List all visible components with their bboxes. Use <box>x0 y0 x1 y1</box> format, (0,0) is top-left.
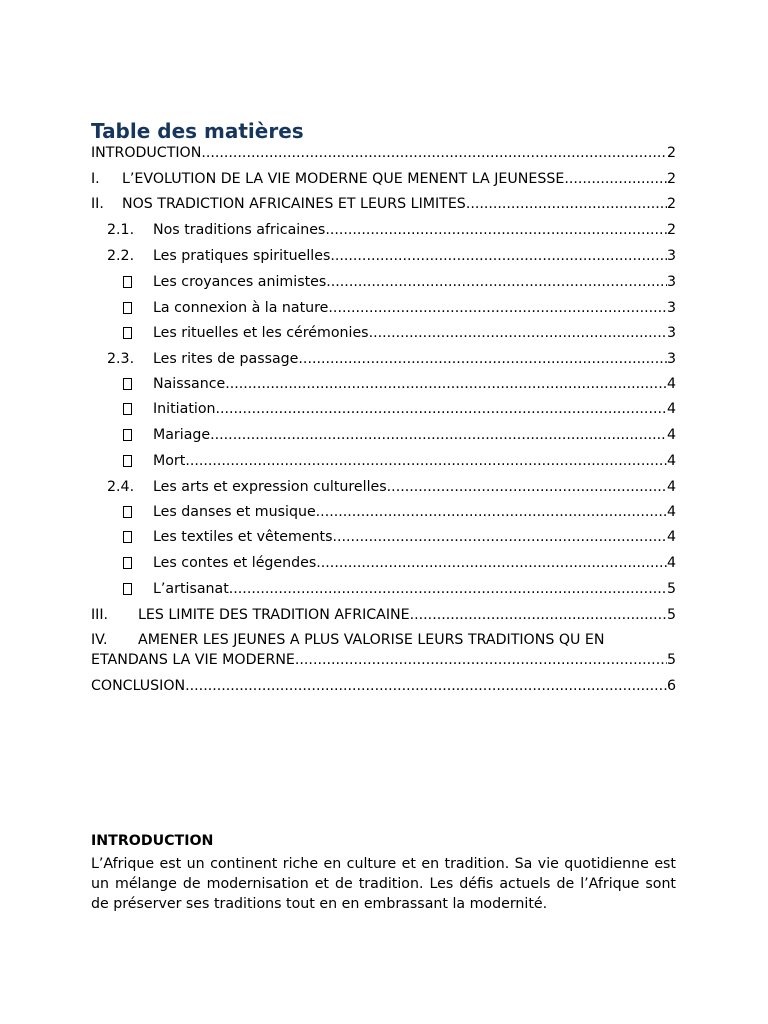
bullet-square-icon <box>123 506 132 518</box>
bullet-square-icon <box>123 583 132 595</box>
toc-entry-text: La connexion à la nature <box>153 300 329 316</box>
toc-page-number: 4 <box>666 529 676 545</box>
bullet-square-icon <box>123 378 132 390</box>
toc-leader-dots <box>298 349 667 369</box>
toc-page-number: 4 <box>666 453 676 469</box>
toc-leader-dots <box>387 477 667 497</box>
toc-entry-mort[interactable] <box>91 451 676 471</box>
toc-page-number: 3 <box>666 300 676 316</box>
toc-entry-conclusion[interactable] <box>91 676 676 696</box>
bullet-square-icon <box>123 531 132 543</box>
toc-entry-text: Les pratiques spirituelles <box>153 248 331 264</box>
toc-page-number: 4 <box>666 376 676 392</box>
bullet-square-icon <box>123 276 132 288</box>
toc-page-number: 3 <box>666 325 676 341</box>
toc-page-number: 4 <box>666 479 676 495</box>
toc-entry-text: L’EVOLUTION DE LA VIE MODERNE QUE MENENT LA JEUNESSE <box>122 171 565 187</box>
toc-page-number: 4 <box>666 427 676 443</box>
toc-leader-dots <box>229 579 667 599</box>
toc-page-number: 4 <box>666 401 676 417</box>
toc-entry-danses-musique[interactable] <box>91 502 676 522</box>
toc-entry-connexion-nature[interactable] <box>91 298 676 318</box>
toc-page-number: 2 <box>666 222 676 238</box>
toc-entry-introduction[interactable] <box>91 143 676 163</box>
toc-leader-dots <box>325 220 667 240</box>
toc-page-number: 2 <box>666 145 676 161</box>
toc-entry-naissance[interactable] <box>91 374 676 394</box>
toc-leader-dots <box>369 323 667 343</box>
toc-page-number: 2 <box>666 171 676 187</box>
toc-entry-number: 2.3. <box>107 351 135 367</box>
toc-entry-text: L’artisanat <box>153 581 229 597</box>
toc-entry-2-2[interactable] <box>91 246 676 266</box>
toc-entry-text: Les contes et légendes <box>153 555 317 571</box>
toc-page-number: 2 <box>666 196 676 212</box>
bullet-square-icon <box>123 403 132 415</box>
toc-entry-2-1[interactable] <box>91 220 676 240</box>
toc-entry-text: Naissance <box>153 376 226 392</box>
toc-leader-dots <box>185 451 667 471</box>
introduction-paragraph: L’Afrique est un continent riche en culture et en tradition. Sa vie quotidienne est un mélange de modernisation et de tradition. Les défis actuels de l’Afrique sont de préserver ses traditions tout en en embrassant la modernité. <box>91 856 676 912</box>
toc-entry-artisanat[interactable] <box>91 579 676 599</box>
toc-entry-text: Mort <box>153 453 186 469</box>
toc-leader-dots <box>326 272 667 292</box>
bullet-square-icon <box>123 327 132 339</box>
toc-leader-dots <box>295 650 667 670</box>
toc-entry-initiation[interactable] <box>91 399 676 419</box>
toc-entry-number: 2.4. <box>107 479 135 495</box>
toc-leader-dots <box>564 169 667 189</box>
toc-leader-dots <box>410 605 667 625</box>
toc-leader-dots <box>316 502 667 522</box>
toc-entry-text: Les textiles et vêtements <box>153 529 333 545</box>
toc-entry-text: ETANDANS LA VIE MODERNE <box>91 652 295 668</box>
toc-entry-section-4-line2[interactable] <box>91 650 676 670</box>
toc-entry-text: Les arts et expression culturelles <box>153 479 387 495</box>
toc-leader-dots <box>201 143 667 163</box>
toc-entry-text: Les croyances animistes <box>153 274 327 290</box>
toc-leader-dots <box>210 425 667 445</box>
toc-entry-text: Mariage <box>153 427 211 443</box>
toc-leader-dots <box>330 246 667 266</box>
toc-entry-text: CONCLUSION <box>91 678 186 694</box>
toc-entry-number: 2.1. <box>107 222 135 238</box>
toc-entry-number: I. <box>91 171 100 187</box>
toc-entry-number: III. <box>91 607 109 623</box>
toc-page-number: 3 <box>666 351 676 367</box>
toc-leader-dots <box>316 553 667 573</box>
bullet-square-icon <box>123 429 132 441</box>
toc-entry-section-3[interactable] <box>91 605 676 625</box>
bullet-square-icon <box>123 557 132 569</box>
toc-entry-text-line1: AMENER LES JEUNES A PLUS VALORISE LEURS TRADITIONS QU EN <box>138 632 605 648</box>
bullet-square-icon <box>123 455 132 467</box>
bullet-square-icon <box>123 302 132 314</box>
toc-page-number: 4 <box>666 504 676 520</box>
toc-entry-mariage[interactable] <box>91 425 676 445</box>
toc-entry-rituelles-ceremonies[interactable] <box>91 323 676 343</box>
toc-leader-dots <box>216 399 667 419</box>
introduction-heading: INTRODUCTION <box>91 833 214 849</box>
toc-leader-dots <box>466 194 667 214</box>
toc-entry-2-4[interactable] <box>91 477 676 497</box>
toc-entry-textiles-vetements[interactable] <box>91 527 676 547</box>
toc-entry-text: INTRODUCTION <box>91 145 202 161</box>
toc-entry-text: Les danses et musique <box>153 504 316 520</box>
toc-page-number: 6 <box>666 678 676 694</box>
toc-entry-number: 2.2. <box>107 248 135 264</box>
toc-title: Table des matières <box>91 119 304 143</box>
toc-entry-text: Les rites de passage <box>153 351 299 367</box>
toc-page-number: 4 <box>666 555 676 571</box>
toc-entry-text: Les rituelles et les cérémonies <box>153 325 369 341</box>
toc-page-number: 5 <box>666 581 676 597</box>
toc-entry-croyances-animistes[interactable] <box>91 272 676 292</box>
toc-entry-text: Nos traditions africaines <box>153 222 326 238</box>
toc-entry-text: LES LIMITE DES TRADITION AFRICAINE <box>138 607 410 623</box>
toc-entry-section-1[interactable] <box>91 169 676 189</box>
toc-entry-2-3[interactable] <box>91 349 676 369</box>
toc-leader-dots <box>333 527 667 547</box>
toc-leader-dots <box>225 374 667 394</box>
toc-page-number: 3 <box>666 274 676 290</box>
toc-entry-text: NOS TRADICTION AFRICAINES ET LEURS LIMITES <box>122 196 466 212</box>
toc-entry-number: IV. <box>91 632 108 648</box>
toc-page-number: 5 <box>666 652 676 668</box>
toc-entry-section-4-line1[interactable] <box>91 630 676 650</box>
toc-entry-number: II. <box>91 196 104 212</box>
toc-leader-dots <box>328 298 667 318</box>
toc-page-number: 5 <box>666 607 676 623</box>
toc-entry-contes-legendes[interactable] <box>91 553 676 573</box>
toc-entry-section-2[interactable] <box>91 194 676 214</box>
toc-entry-text: Initiation <box>153 401 216 417</box>
toc-leader-dots <box>185 676 667 696</box>
toc-page-number: 3 <box>666 248 676 264</box>
